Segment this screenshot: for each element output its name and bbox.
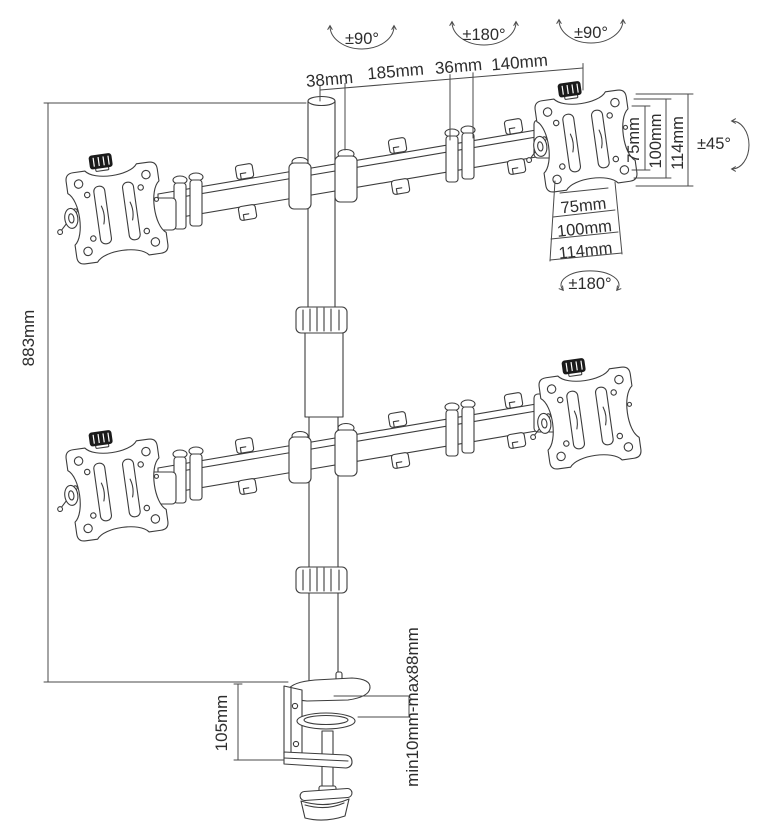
vesa-plate-bottom-left	[48, 424, 169, 544]
desk-thickness-label: min10mm-max88mm	[403, 627, 422, 787]
upper-crossbar	[138, 118, 564, 230]
dim-joint-width-label: 36mm	[434, 54, 483, 79]
pole-clamp-lower	[289, 437, 311, 483]
dimension-vesa-horizontal	[550, 181, 622, 293]
cable-clip	[235, 163, 254, 180]
pole-sleeve	[305, 333, 343, 417]
cable-clip	[504, 392, 523, 409]
rotation-mid-joint-label: ±180°	[462, 26, 506, 44]
tilt-label: ±45°	[696, 135, 732, 153]
cable-clip	[391, 452, 410, 469]
vesa-plate-top-left	[48, 147, 169, 267]
dim-arm-inner-label: 185mm	[366, 59, 425, 84]
cable-clip	[391, 178, 410, 195]
vesa-v-75-label: 75mm	[625, 117, 643, 163]
vesa-h-100-label: 100mm	[556, 217, 613, 241]
cable-clip	[507, 432, 526, 449]
dim-arm-outer-label: 140mm	[490, 50, 549, 75]
vesa-h-75-label: 75mm	[559, 194, 608, 218]
cable-clip	[238, 204, 257, 221]
vesa-h-114-label: 114mm	[557, 239, 614, 263]
dim-pole-width-label: 38mm	[305, 67, 354, 92]
clamp-foot	[301, 799, 349, 820]
vesa-v-114-label: 114mm	[669, 116, 687, 170]
rotation-arcs-top	[330, 20, 623, 49]
pole-height-label: 883mm	[19, 309, 38, 367]
vesa-v-100-label: 100mm	[647, 113, 665, 169]
cable-clip	[388, 137, 407, 154]
cable-clip	[507, 158, 526, 175]
rotation-pole-label: ±90°	[344, 30, 380, 48]
cable-clip	[238, 478, 257, 495]
rotation-end-joint-label: ±90°	[573, 24, 609, 42]
clamp-handle	[300, 788, 353, 801]
cable-clip	[504, 118, 523, 135]
dimension-clamp-height	[212, 684, 284, 760]
rotation-plate-label: ±180°	[568, 275, 612, 293]
cable-clip	[388, 411, 407, 428]
pole-top-cap	[308, 97, 335, 106]
pole-clamp-upper	[289, 163, 311, 209]
rotation-arc-tilt	[697, 121, 749, 169]
desk-clamp	[284, 672, 370, 820]
lower-crossbar	[138, 392, 564, 504]
cable-clip	[235, 437, 254, 454]
clamp-height-label: 105mm	[212, 694, 231, 752]
